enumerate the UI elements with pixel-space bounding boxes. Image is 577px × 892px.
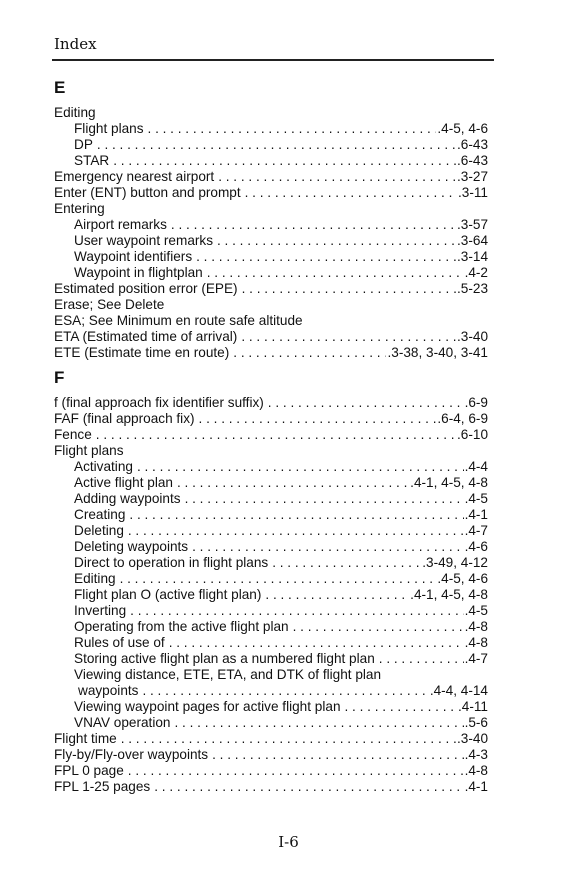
entry-page-ref: .4-1 [464, 779, 488, 794]
index-subentry [54, 507, 488, 523]
dot-leader [96, 427, 456, 443]
entry-label: User waypoint remarks [74, 233, 213, 248]
entry-label: Flight plans [54, 443, 124, 458]
entry-label: Creating [74, 507, 126, 522]
entry-label: Viewing waypoint pages for active flight plan [74, 699, 341, 714]
dot-leader [171, 217, 456, 233]
index-entry [54, 105, 488, 121]
dot-leader [241, 329, 456, 345]
running-header: Index [54, 35, 97, 53]
entry-label: Emergency nearest airport [54, 169, 215, 184]
index-entry [54, 313, 488, 329]
dot-leader [293, 619, 464, 635]
index-entry [54, 185, 488, 201]
index-entry [54, 747, 488, 763]
entry-label: Inverting [74, 603, 127, 618]
entry-page-ref: .4-11 [458, 699, 488, 714]
entry-page-ref: .4-2 [464, 265, 488, 280]
entry-page-ref: .4-1 [464, 507, 488, 522]
index-subentry [54, 619, 488, 635]
entry-label: Flight plan O (active flight plan) [74, 587, 262, 602]
entry-label: Airport remarks [74, 217, 167, 232]
entry-label: VNAV operation [74, 715, 171, 730]
entry-label: Editing [74, 571, 116, 586]
entry-page-ref: .6-4, 6-9 [437, 411, 488, 426]
entry-label: Activating [74, 459, 133, 474]
index-subentry [54, 651, 488, 667]
entry-page-ref: .3-14 [457, 249, 488, 264]
dot-leader [245, 185, 457, 201]
entry-label: ETA (Estimated time of arrival) [54, 329, 238, 344]
index-entry [54, 345, 488, 361]
dot-leader [233, 345, 386, 361]
index-subentry [54, 539, 488, 555]
dot-leader [130, 603, 463, 619]
index-entry [54, 395, 488, 411]
entry-page-ref: .4-5, 4-6 [437, 121, 488, 136]
entry-page-ref: .4-8 [464, 619, 488, 634]
dot-leader [142, 683, 428, 699]
entry-page-ref: .6-10 [457, 427, 488, 442]
entry-label: f (final approach fix identifier suffix) [54, 395, 264, 410]
dot-leader [218, 169, 456, 185]
entry-page-ref: .3-11 [458, 185, 488, 200]
dot-leader [97, 137, 456, 153]
index-content [54, 78, 488, 795]
index-subentry [54, 571, 488, 587]
entry-label: Storing active flight plan as a numbered flight plan [74, 651, 375, 666]
entry-page-ref: .6-43 [457, 153, 488, 168]
entry-label: Entering [54, 201, 105, 216]
entry-page-ref: .3-27 [457, 169, 488, 184]
entry-label: Enter (ENT) button and prompt [54, 185, 241, 200]
entry-page-ref: .3-49, 4-12 [422, 555, 488, 570]
index-subentry [54, 587, 488, 603]
dot-leader [169, 635, 464, 651]
index-entry [54, 411, 488, 427]
index-entry [54, 763, 488, 779]
index-entry [54, 297, 488, 313]
entry-label: waypoints [78, 683, 139, 698]
dot-leader [196, 249, 456, 265]
dot-leader [185, 491, 464, 507]
dot-leader [242, 281, 456, 297]
index-subentry [54, 249, 488, 265]
dot-leader [113, 153, 456, 169]
entry-label: FPL 0 page [54, 763, 124, 778]
entry-page-ref: .6-9 [464, 395, 488, 410]
dot-leader [177, 475, 409, 491]
index-entry [54, 281, 488, 297]
entry-page-ref: .6-43 [457, 137, 488, 152]
index-subentry [54, 475, 488, 491]
dot-leader [199, 411, 437, 427]
dot-leader [121, 731, 456, 747]
dot-leader [379, 651, 464, 667]
entry-page-ref: .4-5, 4-6 [437, 571, 488, 586]
index-subentry [54, 683, 488, 699]
entry-label: Waypoint in flightplan [74, 265, 203, 280]
dot-leader [154, 779, 463, 795]
index-subentry [54, 459, 488, 475]
entry-label: DP [74, 137, 93, 152]
entry-label: Fence [54, 427, 92, 442]
index-entry [54, 779, 488, 795]
dot-leader [120, 571, 437, 587]
entry-label: Rules of use of [74, 635, 165, 650]
header-rule [52, 59, 494, 61]
dot-leader [174, 715, 463, 731]
dot-leader [128, 523, 464, 539]
index-subentry [54, 603, 488, 619]
dot-leader [265, 587, 409, 603]
entry-label: STAR [74, 153, 110, 168]
index-subentry [54, 491, 488, 507]
dot-leader [272, 555, 421, 571]
index-entry [54, 329, 488, 345]
index-subentry [54, 233, 488, 249]
entry-label: FAF (final approach fix) [54, 411, 195, 426]
entry-page-ref: .3-64 [457, 233, 488, 248]
entry-label: Deleting [74, 523, 124, 538]
index-entry [54, 443, 488, 459]
entry-page-ref: .3-40 [457, 329, 488, 344]
index-subentry [54, 153, 488, 169]
entry-page-ref: .3-38, 3-40, 3-41 [387, 345, 488, 360]
entry-page-ref: .4-5 [464, 603, 488, 618]
index-entry [54, 201, 488, 217]
entry-label: ESA; See Minimum en route safe altitude [54, 313, 303, 328]
entry-label: Waypoint identifiers [74, 249, 193, 264]
dot-leader [268, 395, 464, 411]
dot-leader [207, 265, 464, 281]
dot-leader [212, 747, 463, 763]
entry-label: FPL 1-25 pages [54, 779, 151, 794]
index-subentry [54, 667, 488, 683]
entry-page-ref: .4-8 [464, 635, 488, 650]
index-subentry [54, 699, 488, 715]
section-letter: E [54, 78, 66, 97]
entry-label: Erase; See Delete [54, 297, 165, 312]
dot-leader [148, 121, 437, 137]
dot-leader [137, 459, 464, 475]
index-subentry [54, 523, 488, 539]
entry-page-ref: .4-6 [464, 539, 488, 554]
entry-page-ref: .4-7 [464, 523, 488, 538]
entry-page-ref: .3-40 [457, 731, 488, 746]
entry-label: Flight plans [74, 121, 144, 136]
entry-page-ref: .4-4, 4-14 [429, 683, 488, 698]
entry-page-ref: .4-3 [464, 747, 488, 762]
entry-label: Flight time [54, 731, 117, 746]
entry-page-ref: .4-4 [464, 459, 488, 474]
index-entry [54, 427, 488, 443]
entry-label: Direct to operation in flight plans [74, 555, 269, 570]
index-subentry [54, 715, 488, 731]
entry-page-ref: .5-6 [464, 715, 488, 730]
entry-page-ref: .4-5 [464, 491, 488, 506]
dot-leader [345, 699, 458, 715]
entry-page-ref: .4-1, 4-5, 4-8 [410, 475, 488, 490]
page-number: I-6 [278, 833, 299, 851]
entry-label: Adding waypoints [74, 491, 181, 506]
entry-page-ref: .4-1, 4-5, 4-8 [410, 587, 488, 602]
section-letter: F [54, 368, 65, 387]
entry-page-ref: .4-7 [464, 651, 488, 666]
entry-page-ref: .3-57 [457, 217, 488, 232]
index-entry [54, 731, 488, 747]
index-subentry [54, 121, 488, 137]
entry-label: Editing [54, 105, 96, 120]
entry-label: ETE (Estimate time en route) [54, 345, 230, 360]
entry-label: Viewing distance, ETE, ETA, and DTK of flight plan [74, 667, 382, 682]
dot-leader [217, 233, 456, 249]
entry-label: Estimated position error (EPE) [54, 281, 238, 296]
entry-label: Fly-by/Fly-over waypoints [54, 747, 209, 762]
index-subentry [54, 217, 488, 233]
entry-label: Operating from the active flight plan [74, 619, 289, 634]
index-subentry [54, 635, 488, 651]
entry-page-ref: .5-23 [457, 281, 488, 296]
entry-page-ref: .4-8 [464, 763, 488, 778]
index-subentry [54, 265, 488, 281]
index-subentry [54, 137, 488, 153]
dot-leader [128, 763, 464, 779]
entry-label: Active flight plan [74, 475, 173, 490]
dot-leader [192, 539, 463, 555]
index-subentry [54, 555, 488, 571]
index-entry [54, 169, 488, 185]
dot-leader [129, 507, 463, 523]
entry-label: Deleting waypoints [74, 539, 189, 554]
